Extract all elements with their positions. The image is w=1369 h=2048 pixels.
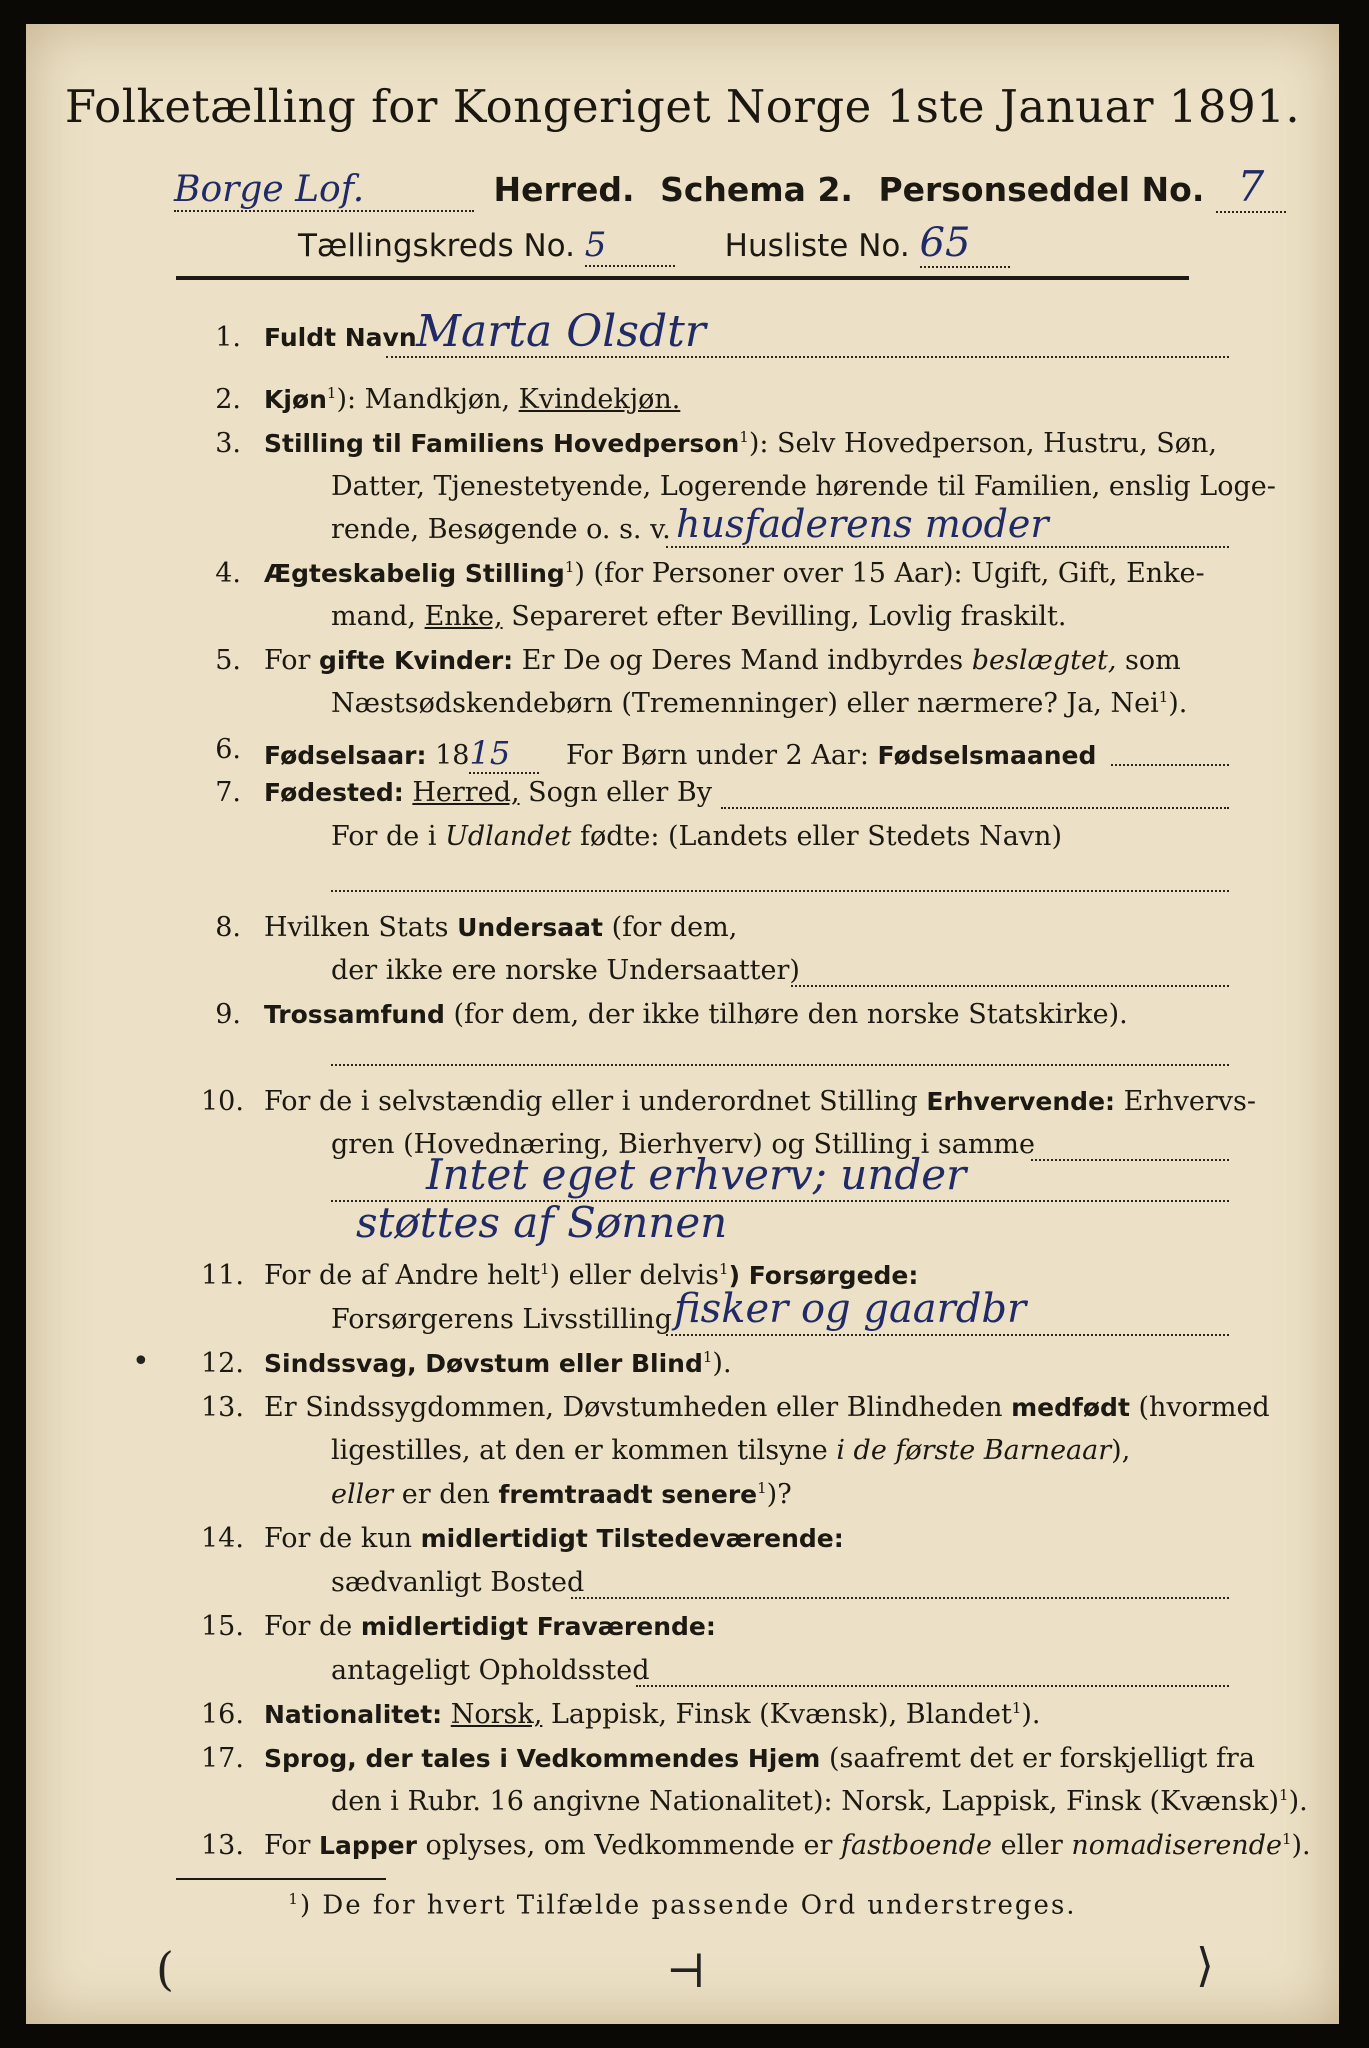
field-12-end: ). [712, 1348, 732, 1379]
margin-dot-mark: • [132, 1344, 150, 1379]
field-7-number: 7. [215, 777, 241, 808]
field-9-dotline [331, 1064, 1229, 1066]
field-11-sup-b: 1 [719, 1260, 729, 1278]
field-14-line2: sædvanligt Bosted [331, 1567, 585, 1598]
field-7-option-herred: Herred, [412, 777, 520, 808]
field-9-label: Trossamfund [264, 1000, 445, 1029]
field-15-row [264, 1611, 1229, 1642]
field-4-line2 [331, 601, 1229, 632]
field-6-value: 15 [469, 734, 539, 774]
field-13-line3 [331, 1479, 1229, 1510]
field-12-row [264, 1348, 1229, 1379]
field-18-label: Lapper [319, 1831, 417, 1860]
field-2-rest: ): Mandkjøn, [336, 384, 511, 415]
field-6-mid: For Børn under 2 Aar: [566, 740, 869, 771]
field-1-value: Marta Olsdtr [416, 306, 706, 357]
field-13-label2: fremtraadt senere [498, 1480, 758, 1509]
header-rule [176, 276, 1189, 280]
field-13-line1b: (hvormed [1138, 1392, 1270, 1423]
field-10-label: Erhvervende: [926, 1087, 1116, 1116]
field-11-value: fisker og gaardbr [674, 1286, 1027, 1332]
field-6-number: 6. [215, 734, 241, 765]
field-3-line3: rende, Besøgende o. s. v. [331, 514, 671, 545]
kreds-label: Tællingskreds No. [298, 228, 575, 264]
field-7-line2a: For de i [331, 821, 437, 852]
field-8-label: Undersaat [457, 913, 603, 942]
field-2-number: 2. [215, 384, 241, 415]
field-5-sup: 1 [1158, 688, 1169, 706]
field-7-label: Fødested: [264, 778, 404, 807]
field-16-option-norsk: Norsk, [450, 1699, 543, 1730]
field-15-line2: antageligt Opholdssted [331, 1655, 650, 1686]
field-6-prefix: 18 [435, 740, 470, 771]
field-16-row [264, 1699, 1229, 1730]
field-11-dotline [666, 1334, 1229, 1336]
field-13-line2i: i de første Barneaar [836, 1435, 1112, 1466]
field-7-dotline [721, 807, 1229, 809]
field-7-line2b: fødte: (Landets eller Stedets Navn) [579, 821, 1062, 852]
field-17-line2-text: den i Rubr. 16 angivne Nationalitet): Norsk, Lappisk, Finsk (Kvænsk) [331, 1786, 1280, 1817]
field-3-label: Stilling til Familiens Hovedperson [264, 429, 740, 458]
field-16-number: 16. [201, 1699, 244, 1730]
field-7-line2i: Udlandet [445, 821, 572, 852]
field-5-line2-text: Næstsødskendebørn (Tremenninger) eller nærmere? Ja, Nei [331, 688, 1159, 719]
census-form-sheet [26, 24, 1339, 2024]
field-10-line1: For de i selvstændig eller i underordnet Stilling [264, 1086, 918, 1117]
field-13-end: )? [766, 1479, 792, 1510]
field-5-row [264, 645, 1229, 676]
field-13-number: 13. [201, 1392, 244, 1423]
field-3-number: 3. [215, 428, 241, 459]
field-18-mid: oplyses, om Vedkommende er [425, 1830, 833, 1861]
field-5-line1a: Er De og Deres Mand indbyrdes [521, 645, 964, 676]
footnote-text: ) De for hvert Tilfælde passende Ord understreges. [299, 1890, 1077, 1921]
field-4-line2b: Separeret efter Bevilling, Lovlig fraskilt. [511, 601, 1067, 632]
field-11-number: 11. [201, 1260, 244, 1291]
herred-label: Herred. [493, 170, 635, 209]
field-4-label: Ægteskabelig Stilling [264, 559, 565, 588]
footnote [26, 1890, 1339, 1921]
field-13-line2b: ), [1111, 1435, 1131, 1466]
field-18-i2: nomadiserende [1071, 1830, 1282, 1861]
field-5-label: gifte Kvinder: [319, 646, 514, 675]
field-17-end: ). [1288, 1786, 1308, 1817]
field-16-end: ). [1021, 1699, 1041, 1730]
field-2-label: Kjøn [264, 385, 327, 414]
field-18-sup: 1 [1281, 1830, 1292, 1848]
field-7-line2 [331, 821, 1229, 852]
field-11-line2: Forsørgerens Livsstilling [331, 1304, 673, 1335]
field-10-row [264, 1086, 1257, 1117]
field-4-sup: 1 [564, 558, 575, 576]
field-15-label: midlertidigt Fraværende: [360, 1612, 716, 1641]
field-14-number: 14. [201, 1523, 244, 1554]
field-13-sup: 1 [757, 1479, 767, 1497]
field-17-label: Sprog, der tales i Vedkommendes Hjem [264, 1744, 821, 1773]
field-5-pre: For [264, 645, 311, 676]
field-9-row [264, 999, 1229, 1030]
field-13-row [264, 1392, 1270, 1423]
field-10-value-2: støttes af Sønnen [356, 1198, 728, 1247]
field-12-sup: 1 [702, 1348, 713, 1366]
field-18-mid2: eller [1000, 1830, 1063, 1861]
field-18-pre: For [264, 1830, 311, 1861]
field-3-line2: Datter, Tjenestetyende, Logerende hørende til Familien, enslig Loge- [331, 471, 1276, 502]
field-3-line1: ): Selv Hovedperson, Hustru, Søn, [748, 428, 1217, 459]
field-15-pre: For de [264, 1611, 353, 1642]
field-9-rest: (for dem, der ikke tilhøre den norske Statskirke). [453, 999, 1128, 1030]
field-13-line3a: er den [401, 1479, 490, 1510]
field-3-dotline [666, 546, 1229, 548]
kreds-line [298, 220, 1010, 268]
field-4-row [264, 558, 1229, 589]
herred-line [174, 162, 1286, 213]
field-16-rest: Lappisk, Finsk (Kvænsk), Blandet [550, 1699, 1012, 1730]
field-17-sup: 1 [1279, 1786, 1289, 1804]
personseddel-label: Personseddel No. [878, 170, 1205, 209]
field-15-dotline [636, 1685, 1229, 1687]
field-13-label: medfødt [1011, 1393, 1130, 1422]
field-14-pre: For de kun [264, 1523, 412, 1554]
field-15-number: 15. [201, 1611, 244, 1642]
herred-value: Borge Lof. [174, 169, 474, 212]
field-5-number: 5. [215, 645, 241, 676]
field-9-number: 9. [215, 999, 241, 1030]
field-8-rest: (for dem, [611, 912, 738, 943]
field-3-sup: 1 [739, 428, 749, 446]
field-17-line2 [331, 1786, 1308, 1817]
field-14-row [264, 1523, 1229, 1554]
footnote-rule [176, 1878, 386, 1880]
field-5-line1b: som [1125, 645, 1181, 676]
field-10-line2: gren (Hovednæring, Bierhverv) og Stilling i samme [331, 1129, 1036, 1160]
field-13-line1a: Er Sindssygdommen, Døvstumheden eller Blindheden [264, 1392, 1003, 1423]
field-18-i1: fastboende [841, 1830, 992, 1861]
field-17-number: 17. [201, 1743, 244, 1774]
form-title: Folketælling for Kongeriget Norge 1ste Januar 1891. [64, 80, 1301, 133]
field-2-option-kvindekjon: Kvindekjøn. [518, 384, 681, 415]
field-4-line2a: mand, [331, 601, 416, 632]
field-2-sup: 1 [326, 384, 337, 402]
field-3-row [264, 428, 1229, 459]
field-1-number: 1. [215, 322, 241, 353]
husliste-value: 65 [920, 220, 1010, 268]
field-5-end: ). [1168, 688, 1188, 719]
field-14-label: midlertidigt Tilstedeværende: [420, 1524, 844, 1553]
field-10-dotline [1031, 1159, 1229, 1161]
field-1-label: Fuldt Navn [264, 323, 417, 352]
field-8-number: 8. [215, 912, 241, 943]
margin-bracket-right-mark: ⟩ [1196, 1938, 1214, 1992]
field-7-rest: Sogn eller By [528, 777, 712, 808]
field-6-row [264, 734, 1229, 774]
field-16-label: Nationalitet: [264, 1700, 443, 1729]
field-13-line2a: ligestilles, at den er kommen tilsyne [331, 1435, 828, 1466]
margin-tick-mark: ⊣ [666, 1944, 706, 1998]
field-13-line3i: eller [331, 1479, 394, 1510]
field-11-line1a: For de af Andre helt [264, 1260, 541, 1291]
field-5-line2 [331, 688, 1229, 719]
field-13-line2 [331, 1435, 1229, 1466]
field-17-rest: (saafremt det er forskjelligt fra [828, 1743, 1255, 1774]
field-10-value-1: Intet eget erhverv; under [426, 1150, 967, 1199]
field-8-row [264, 912, 1229, 943]
field-17-row [264, 1743, 1255, 1774]
margin-bracket-left-mark: ( [156, 1942, 174, 1996]
husliste-label: Husliste No. [724, 228, 910, 264]
footnote-sup: 1 [288, 1890, 300, 1908]
field-3-value: husfaderens moder [676, 502, 1049, 546]
field-10-number: 10. [201, 1086, 244, 1117]
field-6-label: Fødselsaar: [264, 741, 427, 770]
personseddel-value: 7 [1216, 162, 1286, 213]
field-8-line2: der ikke ere norske Undersaatter) [331, 955, 800, 986]
field-8-dotline [791, 985, 1229, 987]
field-4-line1: ) (for Personer over 15 Aar): Ugift, Gift, Enke- [574, 558, 1205, 589]
field-10-line1b: Erhvervs- [1123, 1086, 1257, 1117]
field-12-number: 12. [201, 1348, 244, 1379]
field-14-dotline [571, 1597, 1229, 1599]
field-11-line1b: ) eller delvis [549, 1260, 720, 1291]
field-18-end: ). [1291, 1830, 1311, 1861]
field-6-dotline [1111, 764, 1229, 766]
kreds-value: 5 [585, 225, 675, 267]
field-11-sup-a: 1 [540, 1260, 550, 1278]
schema-label: Schema 2. [660, 170, 853, 209]
field-16-sup: 1 [1011, 1699, 1022, 1717]
field-18-number: 13. [201, 1830, 244, 1861]
field-5-line1i: beslægtet, [971, 645, 1117, 676]
field-12-label: Sindssvag, Døvstum eller Blind [264, 1349, 703, 1378]
field-4-option-enke: Enke, [424, 601, 503, 632]
field-8-pre: Hvilken Stats [264, 912, 449, 943]
field-7-dotline-2 [331, 890, 1229, 892]
field-2-row [264, 384, 1229, 415]
field-7-row [264, 777, 1229, 808]
field-18-row [264, 1830, 1311, 1861]
field-4-number: 4. [215, 558, 241, 589]
field-11-label: ) Forsørgede: [728, 1261, 919, 1290]
field-1-row [264, 322, 1229, 353]
field-6-label2: Fødselsmaaned [877, 741, 1097, 770]
